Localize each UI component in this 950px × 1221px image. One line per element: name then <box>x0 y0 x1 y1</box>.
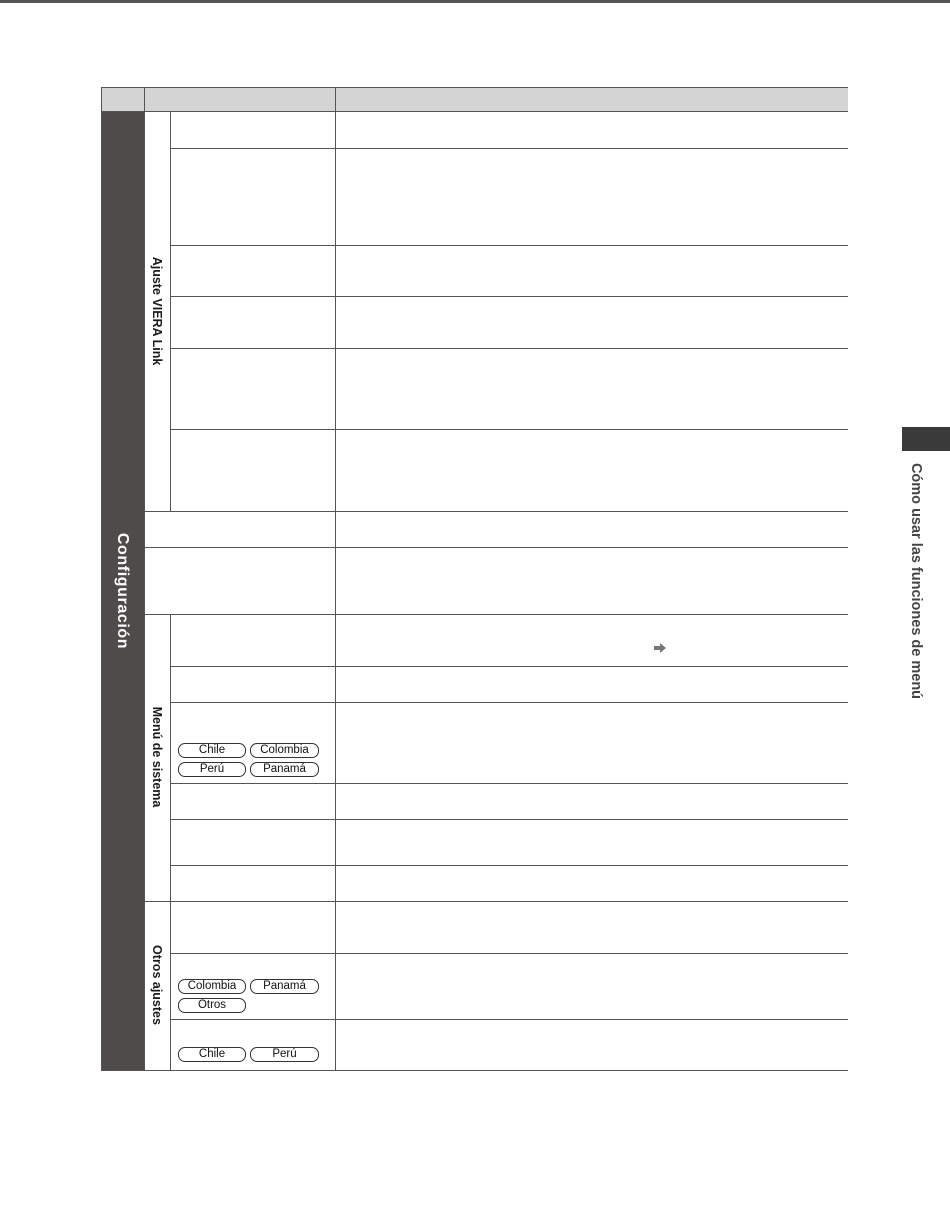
country-pill: Perú <box>250 1047 319 1062</box>
header-divider <box>101 111 848 112</box>
row-divider <box>170 953 848 954</box>
row-divider <box>144 614 848 615</box>
row-divider <box>170 783 848 784</box>
table-header <box>101 87 848 111</box>
arrow-right-icon <box>654 643 666 653</box>
country-pill: Colombia <box>178 979 246 994</box>
country-pill: Colombia <box>250 743 319 758</box>
row-divider <box>170 702 848 703</box>
row-divider <box>144 547 848 548</box>
country-pill: Perú <box>178 762 246 777</box>
row-divider <box>170 148 848 149</box>
column-divider <box>335 87 336 1071</box>
row-divider <box>144 901 848 902</box>
category-label: Configuración <box>114 532 131 650</box>
side-tab <box>902 427 950 451</box>
column-divider <box>170 901 171 1071</box>
country-pill: Chile <box>178 743 246 758</box>
side-section-label: Cómo usar las funciones de menú <box>908 462 924 700</box>
group-label-viera-link: Ajuste VIERA Link <box>150 256 164 366</box>
row-divider <box>170 819 848 820</box>
group-label-system-menu: Menú de sistema <box>150 706 164 808</box>
column-divider <box>144 87 145 1071</box>
group-label-other-settings: Otros ajustes <box>150 945 164 1025</box>
table-border-top <box>101 87 848 88</box>
column-divider <box>170 111 171 511</box>
row-divider <box>144 511 848 512</box>
top-rule <box>0 0 950 3</box>
column-divider <box>170 614 171 901</box>
row-divider <box>170 666 848 667</box>
country-pill: Panamá <box>250 762 319 777</box>
row-divider <box>170 865 848 866</box>
country-pill: Chile <box>178 1047 246 1062</box>
row-divider <box>170 1019 848 1020</box>
row-divider <box>170 245 848 246</box>
country-pill: Panamá <box>250 979 319 994</box>
table-border-bottom <box>101 1070 848 1071</box>
country-pill: Otros <box>178 998 246 1013</box>
row-divider <box>170 429 848 430</box>
row-divider <box>170 348 848 349</box>
row-divider <box>170 296 848 297</box>
table-border-left <box>101 87 102 1071</box>
